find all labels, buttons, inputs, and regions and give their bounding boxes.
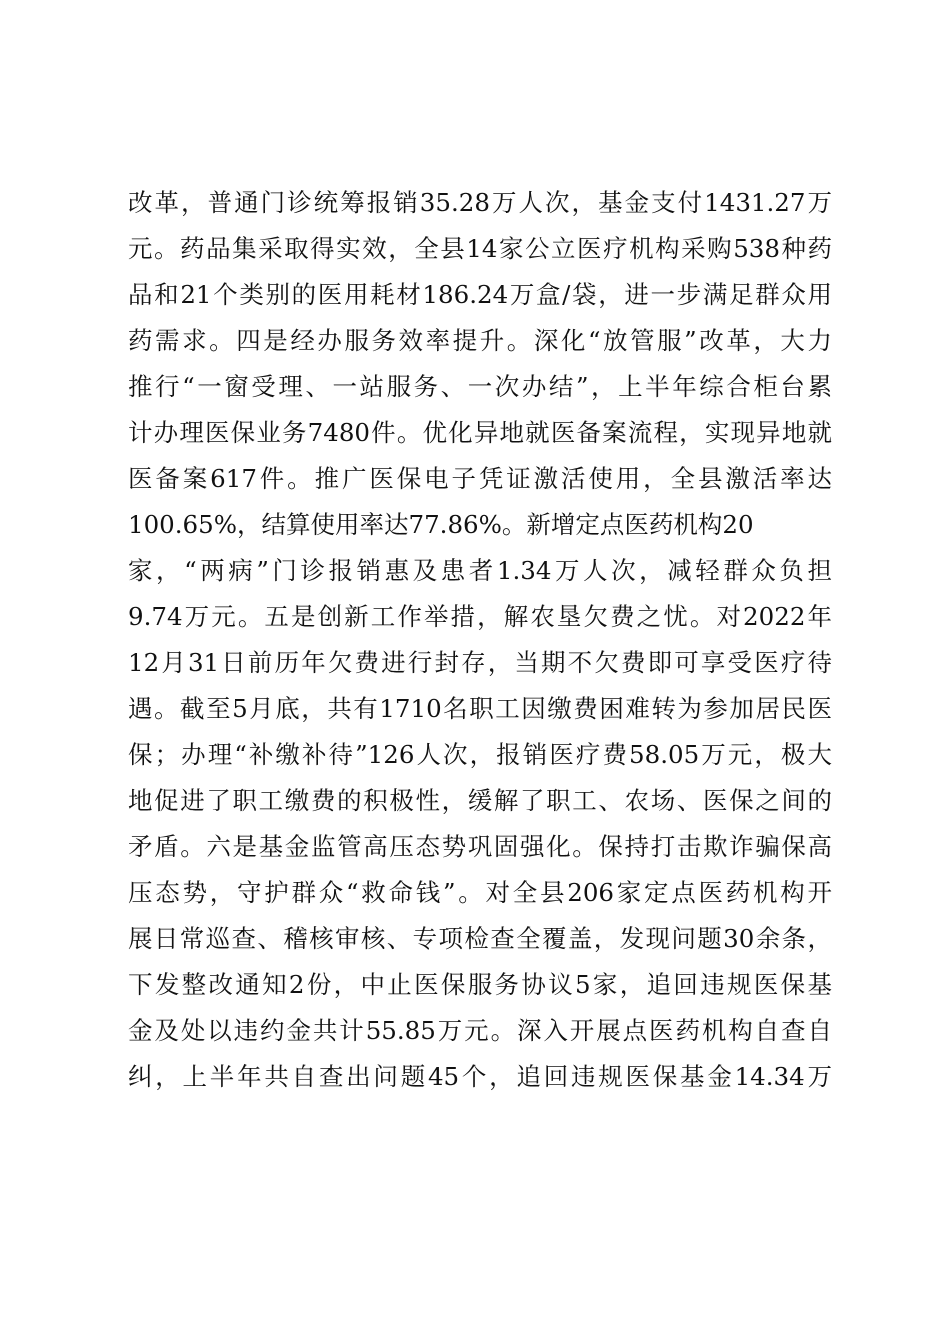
text-line: 医备案617件。推广医保电子凭证激活使用，全县激活率达 xyxy=(128,464,832,493)
text-line: 家，“两病”门诊报销惠及患者1.34万人次，减轻群众负担 xyxy=(128,556,832,585)
text-line: 改革，普通门诊统筹报销35.28万人次，基金支付1431.27万 xyxy=(128,188,832,217)
text-line: 遇。截至5月底，共有1710名职工因缴费困难转为参加居民医 xyxy=(128,694,832,723)
text-line: 展日常巡查、稽核审核、专项检查全覆盖，发现问题30余条， xyxy=(128,924,832,953)
text-line: 品和21个类别的医用耗材186.24万盒/袋，进一步满足群众用 xyxy=(128,280,832,309)
text-line: 9.74万元。五是创新工作举措，解农垦欠费之忧。对2022年 xyxy=(128,602,832,631)
text-line: 推行“一窗受理、一站服务、一次办结”，上半年综合柜台累 xyxy=(128,372,832,401)
text-line: 地促进了职工缴费的积极性，缓解了职工、农场、医保之间的 xyxy=(128,786,832,815)
text-line: 下发整改通知2份，中止医保服务协议5家，追回违规医保基 xyxy=(128,970,832,999)
text-line: 计办理医保业务7480件。优化异地就医备案流程，实现异地就 xyxy=(128,418,832,447)
text-line: 保；办理“补缴补待”126人次，报销医疗费58.05万元，极大 xyxy=(128,740,832,769)
text-line: 纠，上半年共自查出问题45个，追回违规医保基金14.34万 xyxy=(128,1062,832,1091)
text-line: 12月31日前历年欠费进行封存，当期不欠费即可享受医疗待 xyxy=(128,648,832,677)
text-line: 元。药品集采取得实效，全县14家公立医疗机构采购538种药 xyxy=(128,234,832,263)
text-line: 矛盾。六是基金监管高压态势巩固强化。保持打击欺诈骗保高 xyxy=(128,832,832,861)
text-line: 药需求。四是经办服务效率提升。深化“放管服”改革，大力 xyxy=(128,326,832,355)
text-line: 金及处以违约金共计55.85万元。深入开展点医药机构自查自 xyxy=(128,1016,832,1045)
text-line: 100.65%，结算使用率达77.86%。新增定点医药机构20 xyxy=(128,510,754,539)
text-line: 压态势，守护群众“救命钱”。对全县206家定点医药机构开 xyxy=(128,878,832,907)
